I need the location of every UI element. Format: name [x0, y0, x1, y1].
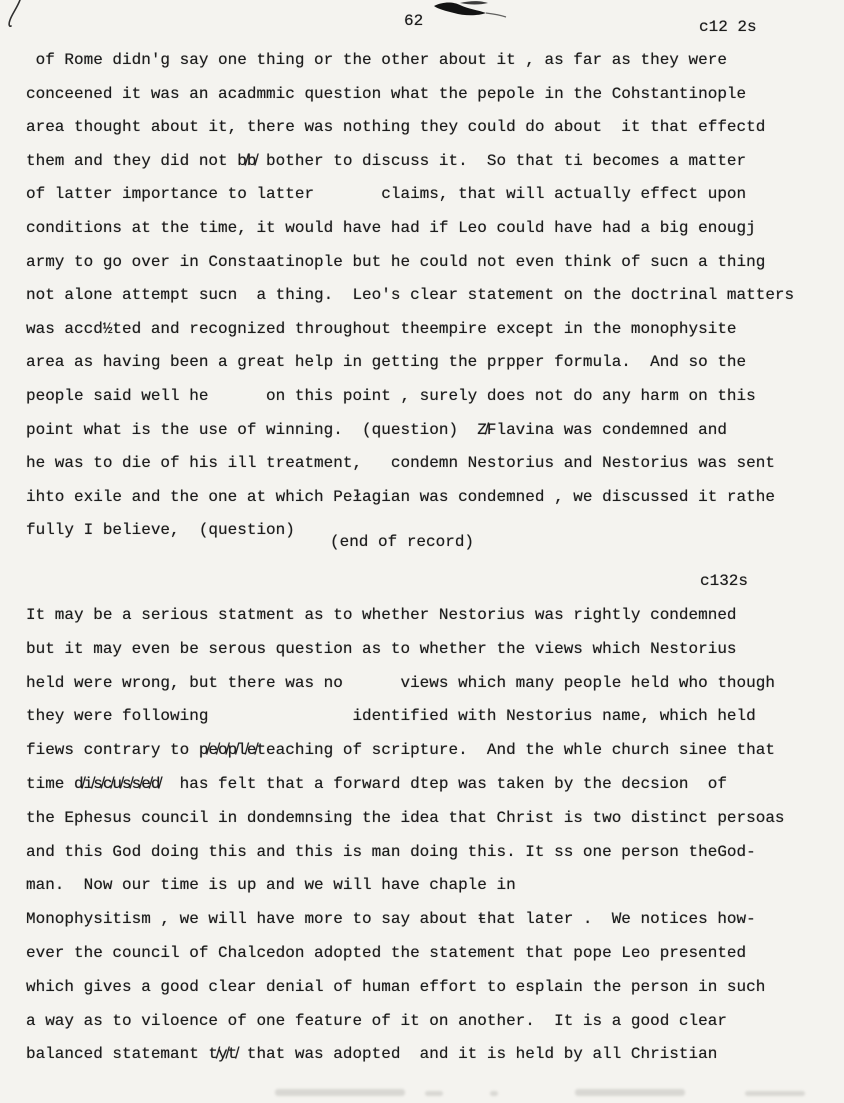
section-classification-code: c132s [700, 572, 749, 590]
text-line: held were wrong, but there was no views which many people held who though [26, 673, 775, 692]
text-line: people said well he on this point , surely does not do any harm on this [26, 386, 756, 405]
page-header [0, 12, 844, 38]
text-line: ihto exile and the one at which Pełagian was condemned , we discussed it rathe [26, 487, 775, 506]
ghost-smudge [275, 1089, 405, 1096]
header-classification-code: c12 2s [699, 18, 757, 36]
ghost-smudge [490, 1091, 498, 1096]
ghost-bleed-through-text [275, 1087, 815, 1100]
ghost-smudge [575, 1089, 685, 1096]
text-line: was accd½ted and recognized throughout theempire except in the monophysite [26, 319, 737, 338]
text-line: man. Now our time is up and we will have chaple in [26, 876, 516, 895]
text-line: of latter importance to latter claims, that will actually effect upon [26, 185, 747, 204]
text-line: balanced statemant t̸y̸t̸ that was adopted and it is held by all Christian [26, 1045, 718, 1064]
text-line: Monophysitism , we will have more to say about ŧhat later . We notices how- [26, 910, 756, 929]
end-of-record-note: (end of record) [330, 533, 475, 551]
text-line: It may be a serious statment as to whether Nestorius was rightly condemned [26, 606, 737, 624]
text-line: time d̸i̸s̸c̸u̸s̸s̸e̸d̸ has felt that a forward dtep was taken by the decsion of [26, 774, 727, 793]
paragraph-record-2 [26, 599, 785, 1072]
text-line: they were following identified with Nestorius name, which held [26, 707, 756, 726]
text-line: of Rome didn'g say one thing or the other about it , as far as they were [26, 51, 727, 69]
text-line: and this God doing this and this is man doing this. It ss one person theGod- [26, 842, 756, 861]
text-line: which gives a good clear denial of human effort to esplain the person in such [26, 977, 766, 996]
text-line: area thought about it, there was nothing they could do about it that effectd [26, 118, 766, 137]
ghost-smudge [425, 1091, 443, 1096]
text-line: point what is the use of winning. (question) Z̸Flavina was condemned and [26, 420, 727, 439]
ghost-smudge [745, 1091, 805, 1096]
text-line: but it may even be serous question as to whether the views which Nestorius [26, 639, 737, 658]
text-line: the Ephesus council in dondemnsing the idea that Christ is two distinct persoas [26, 808, 785, 827]
text-line: a way as to viloence of one feature of it on another. It is a good clear [26, 1011, 727, 1030]
text-line: conceened it was an acadmmic question what the pepole in the Cohstantinople [26, 84, 747, 103]
text-line: he was to die of his ill treatment, condemn Nestorius and Nestorius was sent [26, 454, 775, 473]
text-line: conditions at the time, it would have had if Leo could have had a big enougj [26, 218, 756, 237]
text-line: not alone attempt sucn a thing. Leo's clear statement on the doctrinal matters [26, 286, 795, 305]
page-number: 62 [404, 12, 424, 30]
text-line: them and they did not b̸b̸ bother to discuss it. So that ti becomes a matter [26, 151, 747, 170]
paragraph-record-1 [26, 44, 794, 548]
text-line: fiews contrary to p̸e̸o̸p̸l̸e̸teaching of scripture. And the whle church sinee that [26, 741, 775, 760]
text-line: army to go over in Constaatinople but he could not even think of sucn a thing [26, 252, 766, 271]
text-line: area as having been a great help in getting the prpper formula. And so the [26, 353, 747, 372]
text-line: ever the council of Chalcedon adopted the statement that pope Leo presented [26, 943, 747, 962]
text-line: fully I believe, (question) [26, 521, 295, 540]
